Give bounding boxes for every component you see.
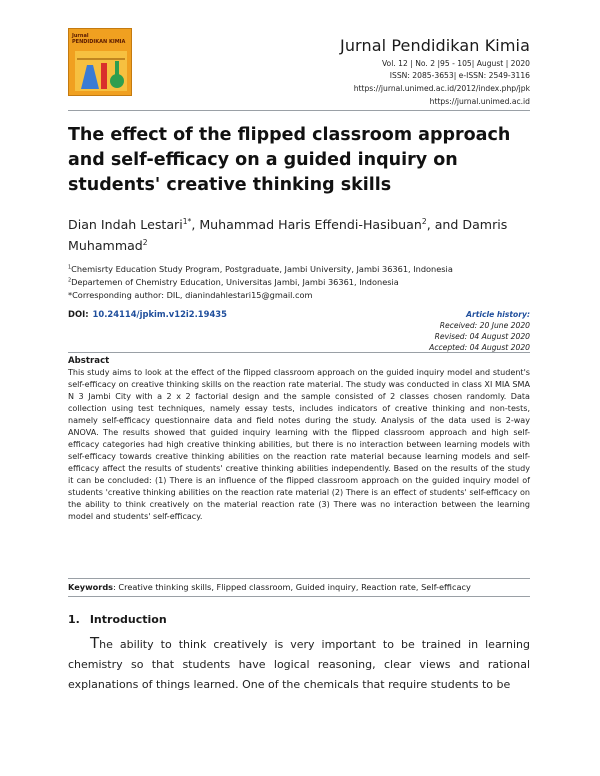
section-title: Introduction [89, 613, 167, 626]
cover-title-line1: Jurnal [72, 33, 89, 39]
article-history [429, 309, 530, 353]
author-affiliation-mark: 1* [182, 216, 192, 226]
abstract-heading: Abstract [68, 356, 110, 366]
affiliation-text: Chemisrty Education Study Program, Postgraduate, Jambi University, Jambi 36361, Indonesia [71, 264, 453, 274]
cover-title-line2: PENDIDIKAN KIMIA [72, 39, 126, 45]
affiliation-2 [68, 277, 399, 287]
corresponding-author: *Corresponding author: DIL, dianindahlestari15@gmail.com [68, 290, 313, 300]
history-title: Article history: [466, 310, 530, 319]
doi-label: DOI: [68, 309, 89, 319]
doi-line [68, 309, 227, 319]
keywords-label: Keywords [68, 582, 114, 592]
keywords-line [68, 582, 471, 592]
accepted-date: Accepted: 04 August 2020 [429, 343, 530, 352]
header-divider [68, 110, 530, 111]
section-heading [68, 613, 167, 626]
journal-url-link[interactable]: https://jurnal.unimed.ac.id/2012/index.php/jpk [353, 84, 530, 93]
keywords-divider-bottom [68, 596, 530, 597]
intro-dropcap: T [90, 634, 100, 652]
affiliation-text: Departemen of Chemistry Education, Universitas Jambi, Jambi 36361, Indonesia [71, 277, 399, 287]
lab-glassware-icon [69, 29, 132, 96]
revised-date: Revised: 04 August 2020 [434, 332, 530, 341]
affiliation-mark: 1 [68, 264, 72, 271]
affiliation-1 [68, 264, 453, 274]
author-affiliation-mark: 2 [421, 216, 427, 226]
keywords-text: : Creative thinking skills, Flipped classroom, Guided inquiry, Reaction rate, Self-efficacy [113, 582, 471, 592]
section-number: 1. [68, 613, 80, 626]
journal-name: Jurnal Pendidikan Kimia [340, 36, 530, 55]
intro-text: he ability to think creatively is very important to be trained in learning chemistry so that students have logical reasoning, clear views and rational explanations of things learned. One of the chemicals that require students to be [68, 638, 530, 691]
keywords-divider-top [68, 578, 530, 579]
journal-issn: ISSN: 2085-3653| e-ISSN: 2549-3116 [389, 71, 530, 80]
article-title: The effect of the flipped classroom approach and self-efficacy on a guided inquiry on students' creative thinking skills [68, 125, 511, 195]
abstract-text: This study aims to look at the effect of the flipped classroom approach on the guided inquiry model and student's self-efficacy on creative thinking skills on the reaction rate material. The study was conducted in class XI MIA SMA N 3 Jambi City with a 2 x 2 factorial design and the sample consisted of 2 classes chosen randomly. Data collection using test techniques, namely essay tests, includes indicators of creative thinking and non-tests, namely self-efficacy questionnaire data and field notes during the study. Analysis of the data used is 2-way ANOVA. The results showed that guided inquiry learning with the flipped classroom approach and high self-efficacy categories had high creative thinking abilities, but there is no interaction between learning models with self-efficacy towards creative thinking abilities on the reaction rate material because learning models and self-efficacy affect the results of students' creative thinking abilities independently. Based on the results of the study it can be concluded: (1) There is an influence of the flipped classroom approach on the guided inquiry model of students 'creative thinking abilities on the reaction rate material (2) There is an effect of students' self-efficacy on the ability to think creatively on the material reaction rate (3) There was no interaction between the learning model and students' self-efficacy. [68, 368, 530, 521]
intro-paragraph [68, 633, 530, 695]
author-name: Dian Indah Lestari [68, 217, 183, 232]
received-date: Received: 20 June 2020 [439, 321, 530, 330]
author-list [68, 214, 538, 256]
author-name: , Muhammad Haris Effendi-Hasibuan [191, 217, 422, 232]
author-affiliation-mark: 2 [142, 237, 148, 247]
author-name: , and Damris Muhammad [68, 217, 508, 253]
affiliation-mark: 2 [68, 277, 72, 284]
journal-volume: Vol. 12 | No. 2 |95 - 105| August | 2020 [381, 59, 530, 68]
journal-home-link[interactable]: https://jurnal.unimed.ac.id [429, 97, 530, 106]
doi-link[interactable]: 10.24114/jpkim.v12i2.19435 [92, 309, 227, 319]
journal-cover-image [68, 28, 132, 96]
abstract-divider [68, 352, 530, 353]
